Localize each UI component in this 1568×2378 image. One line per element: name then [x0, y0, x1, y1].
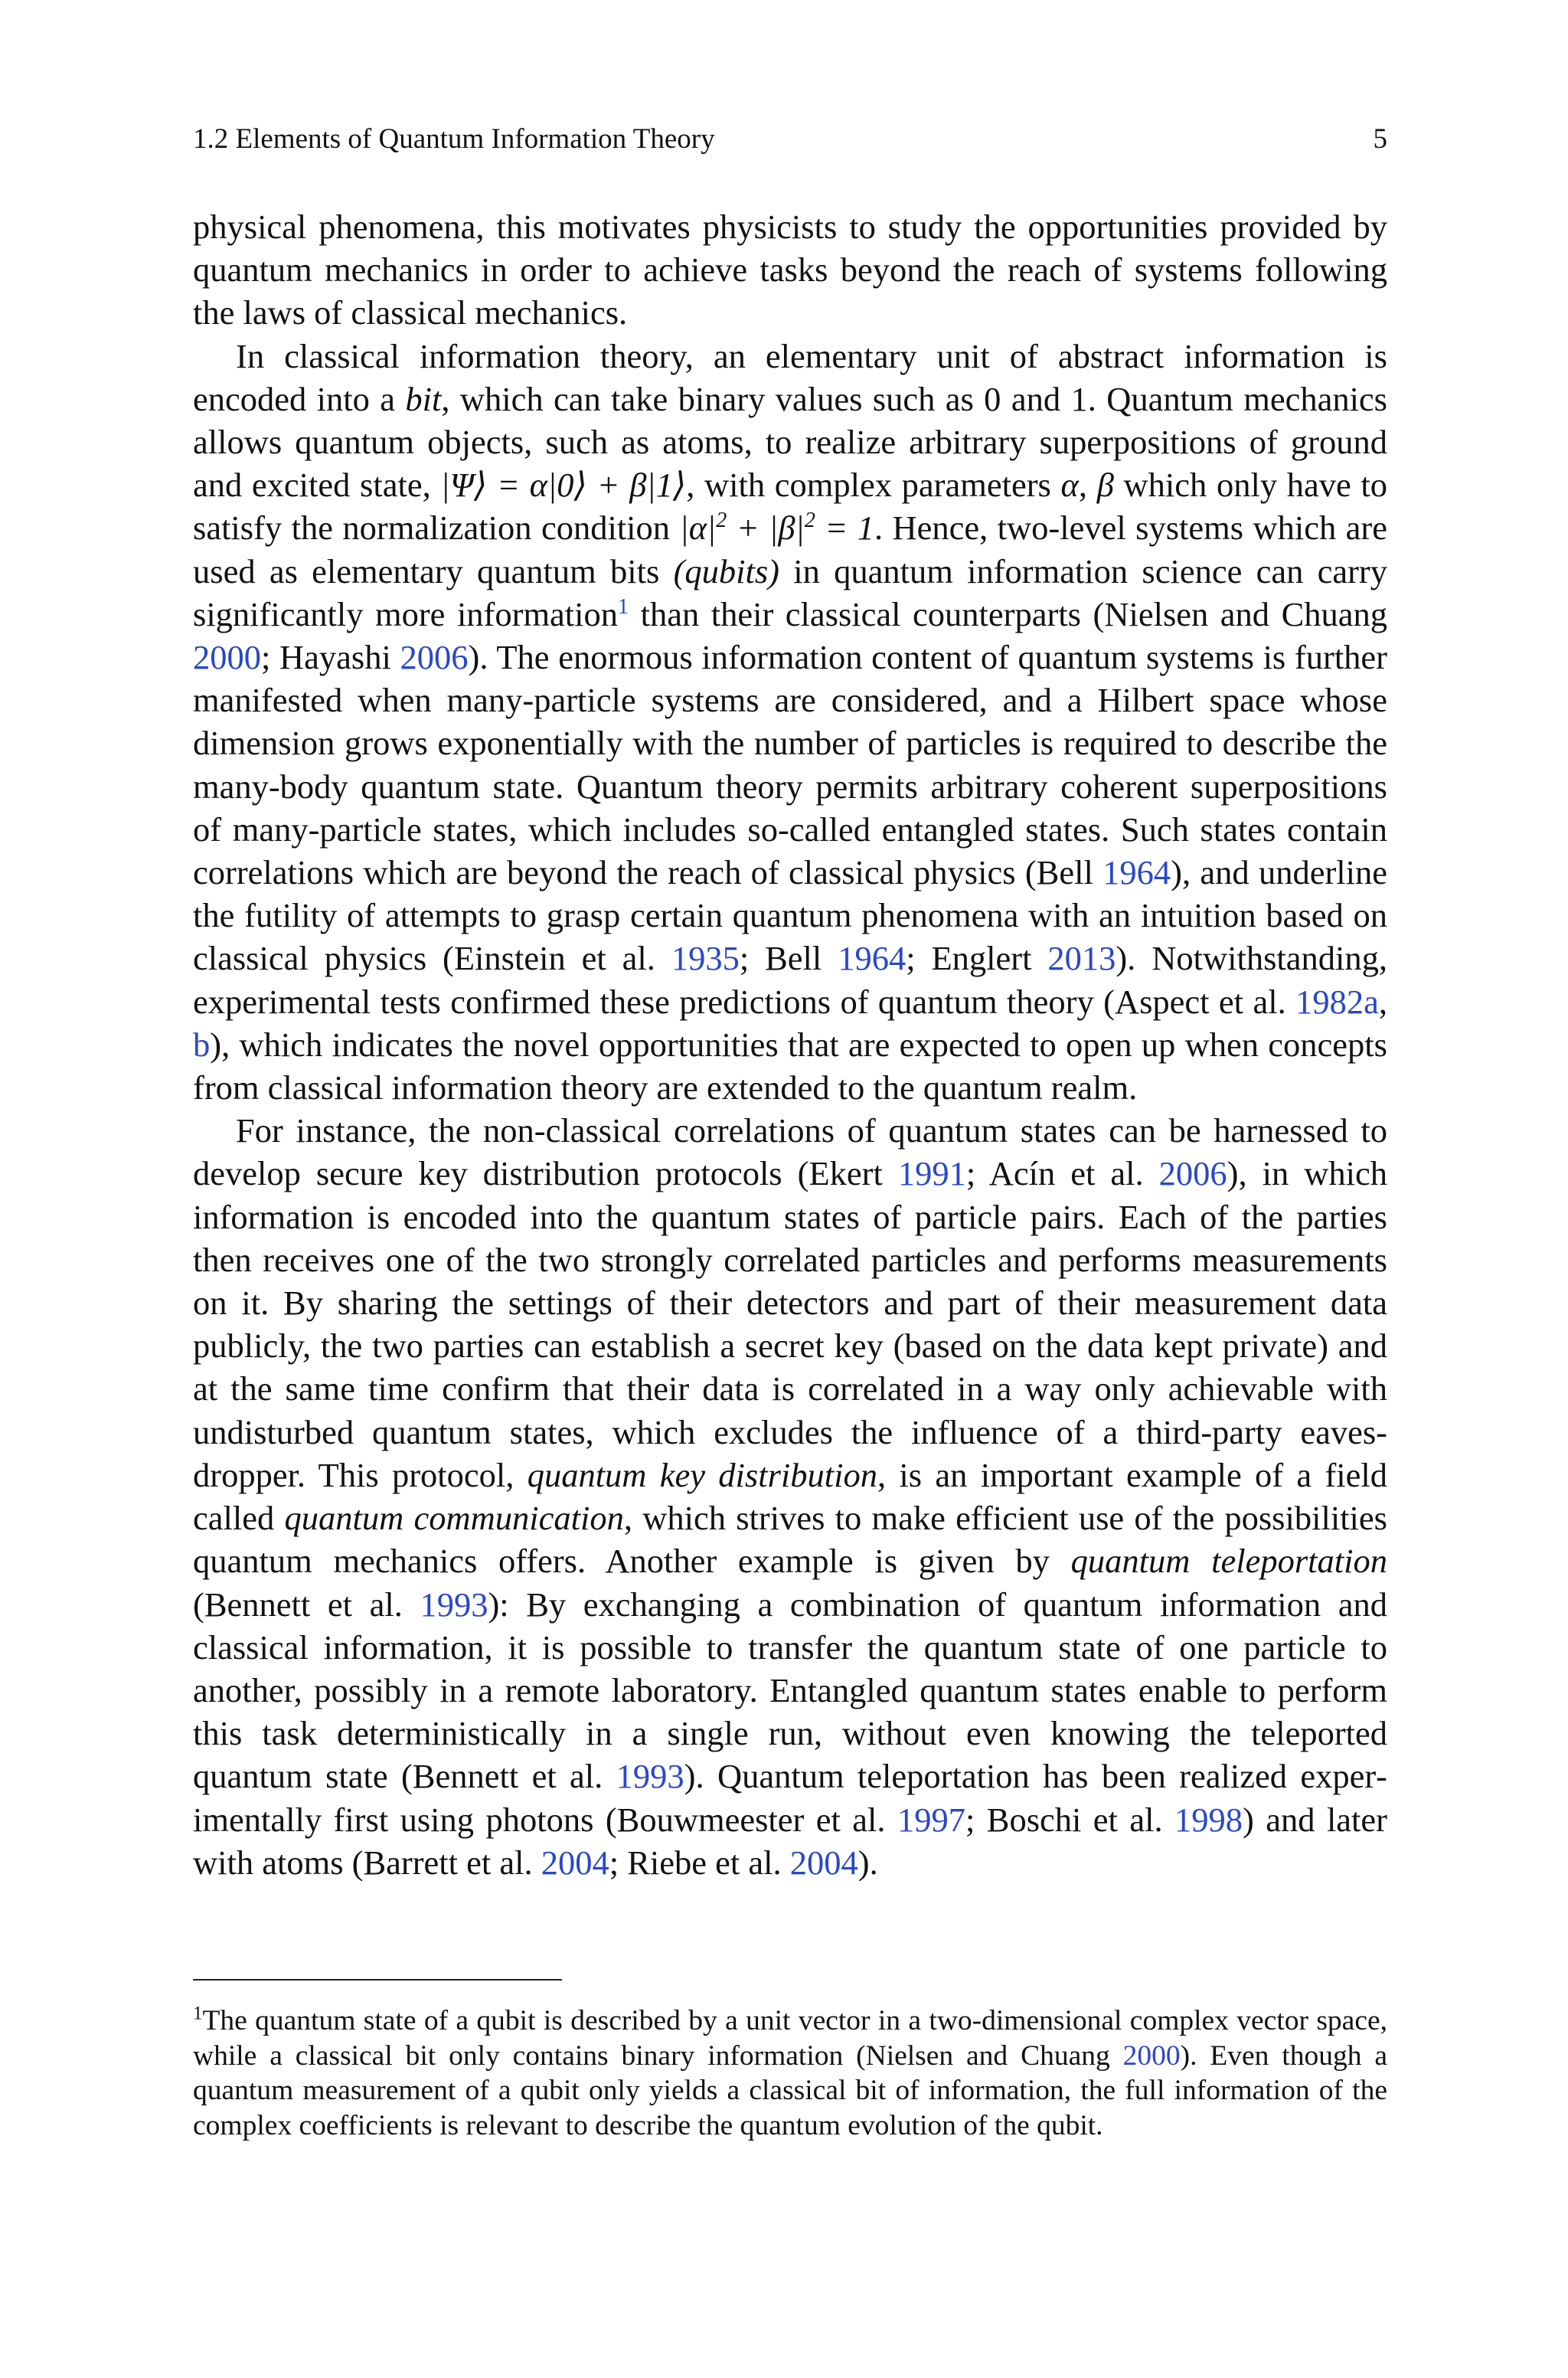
text-run: than their classical counterparts (Nielsen and Chuang — [629, 594, 1388, 633]
text-run: In classical information theory, an elementary unit of abstract information is encoded into a — [193, 336, 1387, 418]
citation-link[interactable]: 2004 — [789, 1843, 858, 1882]
citation-link[interactable]: 2013 — [1047, 939, 1116, 978]
text-run: ). Quantum teleportation has been realized experimentally first using photons (Bouwmeester et al. — [193, 1757, 1387, 1839]
text-run: , — [1378, 982, 1387, 1021]
text-run: ). The enormous information content of quantum systems is further manifested when many-particle systems are considered, and a Hilbert space whose dimension grows exponentially with the number of particles is required to describe the many-body quantum state. Quantum theory permits arbitrary coherent superpositions of many-particle states, which includes so-called entangled states. Such states contain correlations which are beyond the reach of classical physics (Bell — [193, 638, 1387, 892]
eq-part: + |β| — [727, 509, 805, 548]
text-run: ; Boschi et al. — [965, 1800, 1175, 1839]
footnote-text — [193, 2003, 1387, 2143]
paragraph-3 — [193, 1109, 1387, 1884]
text-run: ), in which information is encoded into the quantum states of particle pairs. Each of the parties then receives one of the two strongly correlated particles and performs measurements on it. By sharing the settings of their detectors and part of their measurement data publicly, the two parties can establish a secret key (based on the data kept private) and at the same time confirm that their data is correlated in a way only achievable with undisturbed quantum states, which excludes the influence of a third-party eavesdropper. This protocol, — [193, 1154, 1388, 1494]
eq-exponent: 2 — [716, 509, 727, 533]
text-run: . Hence, two-level systems which are used as elementary quantum bits — [193, 509, 1387, 590]
footnote — [193, 2003, 1387, 2143]
page-number: 5 — [1373, 123, 1387, 155]
text-run: (Bennett et al. — [193, 1585, 420, 1624]
text-run: ): By exchanging a combination of quantum information and classical information, it is possible to transfer the quantum state of one particle to another, possibly in a remote laboratory. Entangled quantum states enable to perform this task deterministically in a single run, without even knowing the teleported quantum state (Bennett et al. — [193, 1585, 1387, 1796]
text-run: in quantum information science can carry significantly more information — [193, 551, 1387, 633]
text-run: ). Notwithstanding, experimental tests confirmed these predictions of quantum theory (Aspect et al. — [193, 939, 1388, 1021]
citation-link[interactable]: 2006 — [1158, 1154, 1227, 1193]
citation-link[interactable]: 2000 — [1122, 2039, 1181, 2072]
text-run: ; Englert — [906, 939, 1048, 978]
text-run: ; Acín et al. — [965, 1154, 1159, 1193]
term-quantum-teleportation: quantum teleportation — [1070, 1542, 1388, 1581]
text-run: ; Riebe et al. — [609, 1843, 790, 1882]
footnote-mark: 1 — [193, 2003, 203, 2024]
citation-link[interactable]: 1982a — [1295, 982, 1379, 1021]
citation-link[interactable]: 1997 — [897, 1800, 965, 1839]
text-run: ), which indicates the novel opportunities that are expected to open up when concepts from classical information theory are extended to the quantum realm. — [193, 1025, 1387, 1107]
term-bit: bit — [405, 379, 442, 418]
citation-link[interactable]: 1991 — [897, 1154, 966, 1193]
citation-link[interactable]: 1935 — [671, 939, 740, 978]
term-qubits: (qubits) — [673, 551, 779, 590]
text-run: , with complex parameters — [686, 466, 1061, 505]
citation-link[interactable]: 1964 — [1102, 853, 1171, 892]
body-text — [193, 205, 1387, 1884]
term-quantum-communication: quantum communication — [284, 1499, 624, 1538]
citation-link[interactable]: 1998 — [1174, 1800, 1243, 1839]
footnote-separator — [193, 1979, 562, 1981]
text-run: For instance, the non-classical correlations of quantum states can be harnessed to develop secure key distribution protocols (Ekert — [193, 1111, 1387, 1193]
symbol-beta: β — [1096, 466, 1114, 505]
text-run: physical phenomena, this motivates physicists to study the opportunities provided by quantum mechanics in order to achieve tasks beyond the reach of systems following the laws of classical mechanics. — [193, 208, 1387, 332]
citation-link[interactable]: b — [193, 1025, 211, 1064]
text-run: ). — [858, 1843, 878, 1882]
eq-exponent: 2 — [804, 509, 815, 533]
equation-superposition: |Ψ⟩ = α|0⟩ + β|1⟩ — [440, 466, 687, 505]
citation-link[interactable]: 2000 — [193, 638, 261, 677]
symbol-alpha: α — [1060, 466, 1079, 505]
paragraph-2 — [193, 335, 1387, 1110]
text-run: , — [1078, 466, 1097, 505]
running-head-section: 1.2 Elements of Quantum Information Theory — [193, 123, 715, 155]
citation-link[interactable]: 1964 — [838, 939, 906, 978]
term-quantum-key-distribution: quantum key distribution — [527, 1455, 877, 1494]
text-run: , is an important example of a field called — [193, 1455, 1387, 1538]
text-run: ) and later with atoms (Barrett et al. — [193, 1800, 1387, 1882]
text-run: , which strives to make efficient use of the possibilities quantum mechanics offers. Another example is given by — [193, 1499, 1387, 1581]
text-run: ), and underline the futility of attempts to grasp certain quantum phenomena with an intuition based on classical physics (Einstein et al. — [193, 853, 1387, 978]
eq-part: |α| — [679, 509, 717, 548]
text-run: The quantum state of a qubit is described by a unit vector in a two-dimensional complex vector space, while a classical bit only contains binary information (Nielsen and Chuang — [193, 2005, 1387, 2072]
citation-link[interactable]: 1993 — [616, 1757, 684, 1796]
text-run: ; Bell — [739, 939, 838, 978]
text-run: which only have to satisfy the normalization condition — [193, 466, 1388, 548]
footnote-marker-link[interactable]: 1 — [618, 595, 629, 619]
text-run: , which can take binary values such as 0 and 1. Quantum mechanics allows quantum objects, such as atoms, to realize arbitrary superpositions of ground and excited state, — [193, 379, 1388, 505]
text-run: ). Even though a quantum measurement of a qubit only yields a classical bit of information, the full information of the complex coefficients is relevant to describe the quantum evolution of the qubit. — [193, 2039, 1388, 2141]
equation-normalization — [679, 509, 874, 547]
eq-part: = 1 — [815, 509, 874, 548]
citation-link[interactable]: 2004 — [541, 1843, 609, 1882]
citation-link[interactable]: 1993 — [420, 1585, 488, 1624]
citation-link[interactable]: 2006 — [400, 638, 469, 677]
paragraph-1 — [193, 205, 1387, 335]
text-run: ; Hayashi — [261, 638, 400, 677]
